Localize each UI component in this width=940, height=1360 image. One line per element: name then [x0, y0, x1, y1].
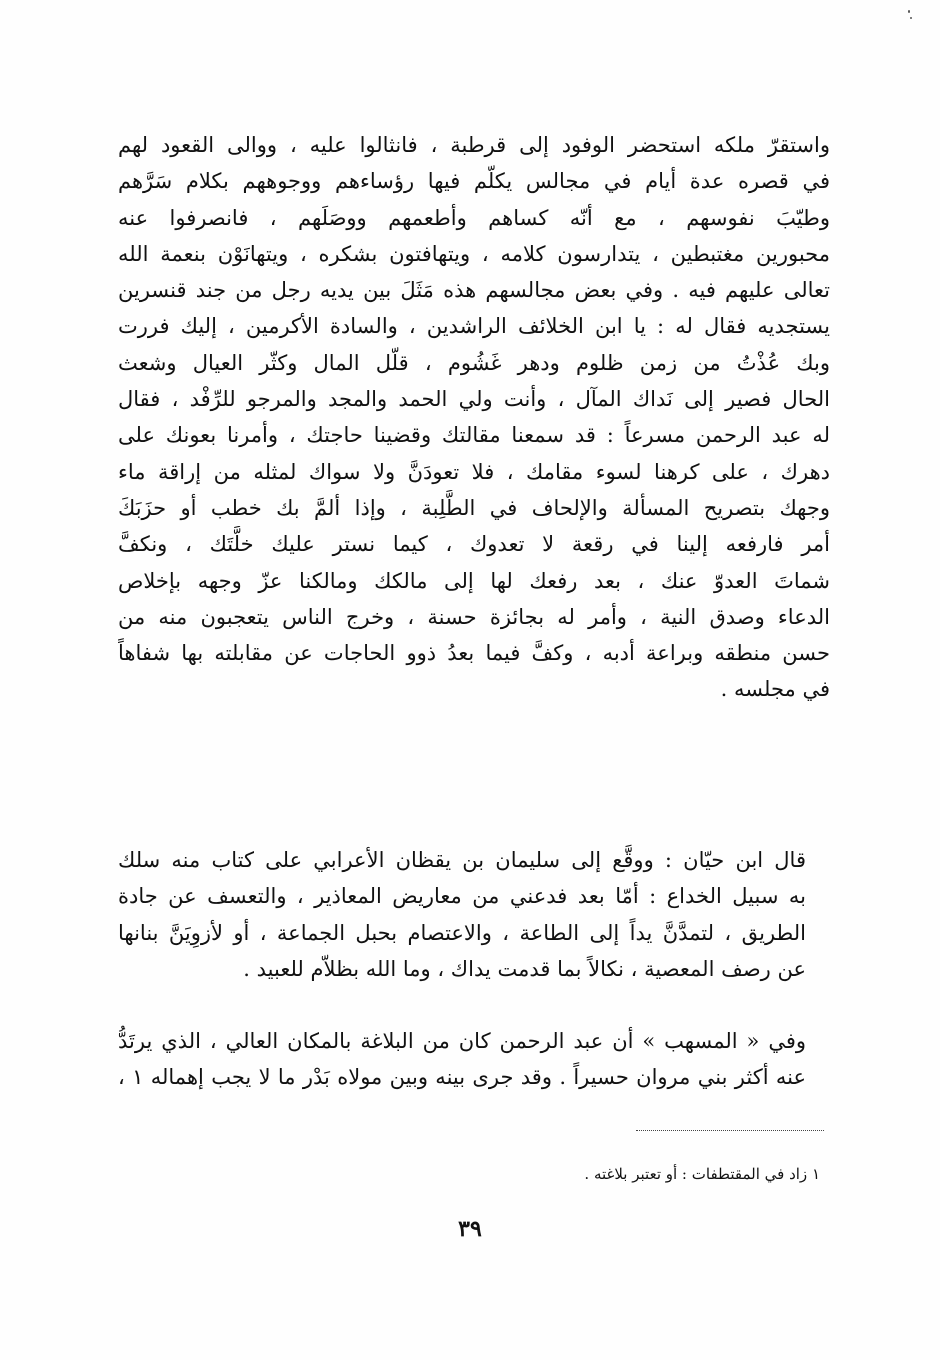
text-line: عنه أكثر بني مروان حسيراً . وقد جرى بينه وبين مولاه بَدْر ما لا يجب إهماله ١ ،: [118, 1065, 806, 1090]
text-line: في قصره عدة أيام في مجالس يكلّم فيها رؤساءهم ووجوههم بكلام سَرَّهم: [118, 169, 830, 194]
text-line: في مجلسه .: [720, 677, 830, 702]
text-line: حسن منطقه وبراعة أدبه ، وكفَّ فيما بعدُ ذوو الحاجات عن مقابلته بها شفاهاً: [118, 641, 830, 666]
text-line: وفي « المسهب » أن عبد الرحمن كان من البلاغة بالمكان العالي ، الذي يرتَدُّ: [118, 1029, 806, 1053]
text-line: الدعاء وصدق النية ، وأمر له بجائزة حسنة ، وخرج الناس يتعجبون منه من: [118, 604, 830, 629]
text-line: أمر فارفعه إلينا في رقعة لا تعدوك ، كيما نستر عليك خلَّتَك ، ونكفَّ: [118, 532, 830, 557]
text-line: وطيّبَ نفوسهم ، مع أنّه كساهم وأطعمهم ووصَلَهم ، فانصرفوا عنه: [118, 205, 830, 230]
text-line: عن رصف المعصية ، نكالاً بما قدمت يداك ، وما الله بظلاّم للعبيد .: [243, 956, 806, 981]
footnote-separator: [636, 1130, 824, 1131]
text-line: وبك عُذْتُ من زمن ظلوم ودهر غَشُوم ، قلّل المال وكثّر العيال وشعث: [118, 350, 830, 375]
text-line: محبورين مغتبطين ، يتدارسون كلامه ، ويتهافتون بشكره ، ويتهانَوْن بنعمة الله: [118, 241, 830, 266]
text-line: به سبيل الخداع : أمّا بعد فدعني من معاريض المعاذير ، والتعسف عن جادة: [118, 884, 806, 909]
text-line: دهرك ، على كرهنا لسوء مقامك ، فلا تعودَنَّ ولا سواك لمثله من إراقة ماء: [118, 459, 830, 484]
text-line: شماتَ العدوّ عنك ، بعد رفعك لها إلى مالكك ومالكنا عزّ وجهه بإخلاص: [118, 568, 830, 593]
text-line: الطريق ، لتمدَّنَّ يداً إلى الطاعة ، والاعتصام بحبل الجماعة ، أو لأزوِيَنَّ بنانها: [118, 920, 806, 945]
text-line: الحال فصير إلى نَداك المآل ، وأنت ولي الحمد والمجد والمرجو للرِّفْد ، فقال: [118, 387, 830, 412]
paragraph-2: [118, 842, 830, 987]
paragraph-1: [118, 127, 830, 708]
footnote: ١ زاد في المقتطفات : أو تعتبر بلاغته .: [584, 1165, 820, 1183]
text-line: يستجديه فقال له : يا ابن الخلائف الراشدين ، والسادة الأكرمين ، إليك فررت: [118, 314, 830, 339]
page-number: ٣٩: [458, 1216, 482, 1242]
text-line: تعالى عليهم فيه . وفي بعض مجالسهم هذه مَثَلَ بين يديه رجل من جند قنسرين: [118, 278, 830, 303]
text-line: وجهك بتصريح المسألة والإلحاف في الطَّلِبة ، وإذا ألمَّ بك خطب أو حزَبَكَ: [118, 495, 830, 520]
text-line: واستقرّ ملكه استحضر الوفود إلى قرطبة ، فانثالوا عليه ، ووالى القعود لهم: [118, 133, 830, 157]
scan-speck: [908, 10, 910, 13]
scan-speck: [910, 17, 912, 19]
text-line: قال ابن حيّان : ووقَّع إلى سليمان بن يقظان الأعرابي على كتاب منه سلك: [118, 848, 806, 872]
text-line: له عبد الرحمن مسرعاً : قد سمعنا مقالتك وقضينا حاجتك ، وأمرنا بعونك على: [118, 423, 830, 448]
paragraph-3: [118, 1023, 830, 1096]
